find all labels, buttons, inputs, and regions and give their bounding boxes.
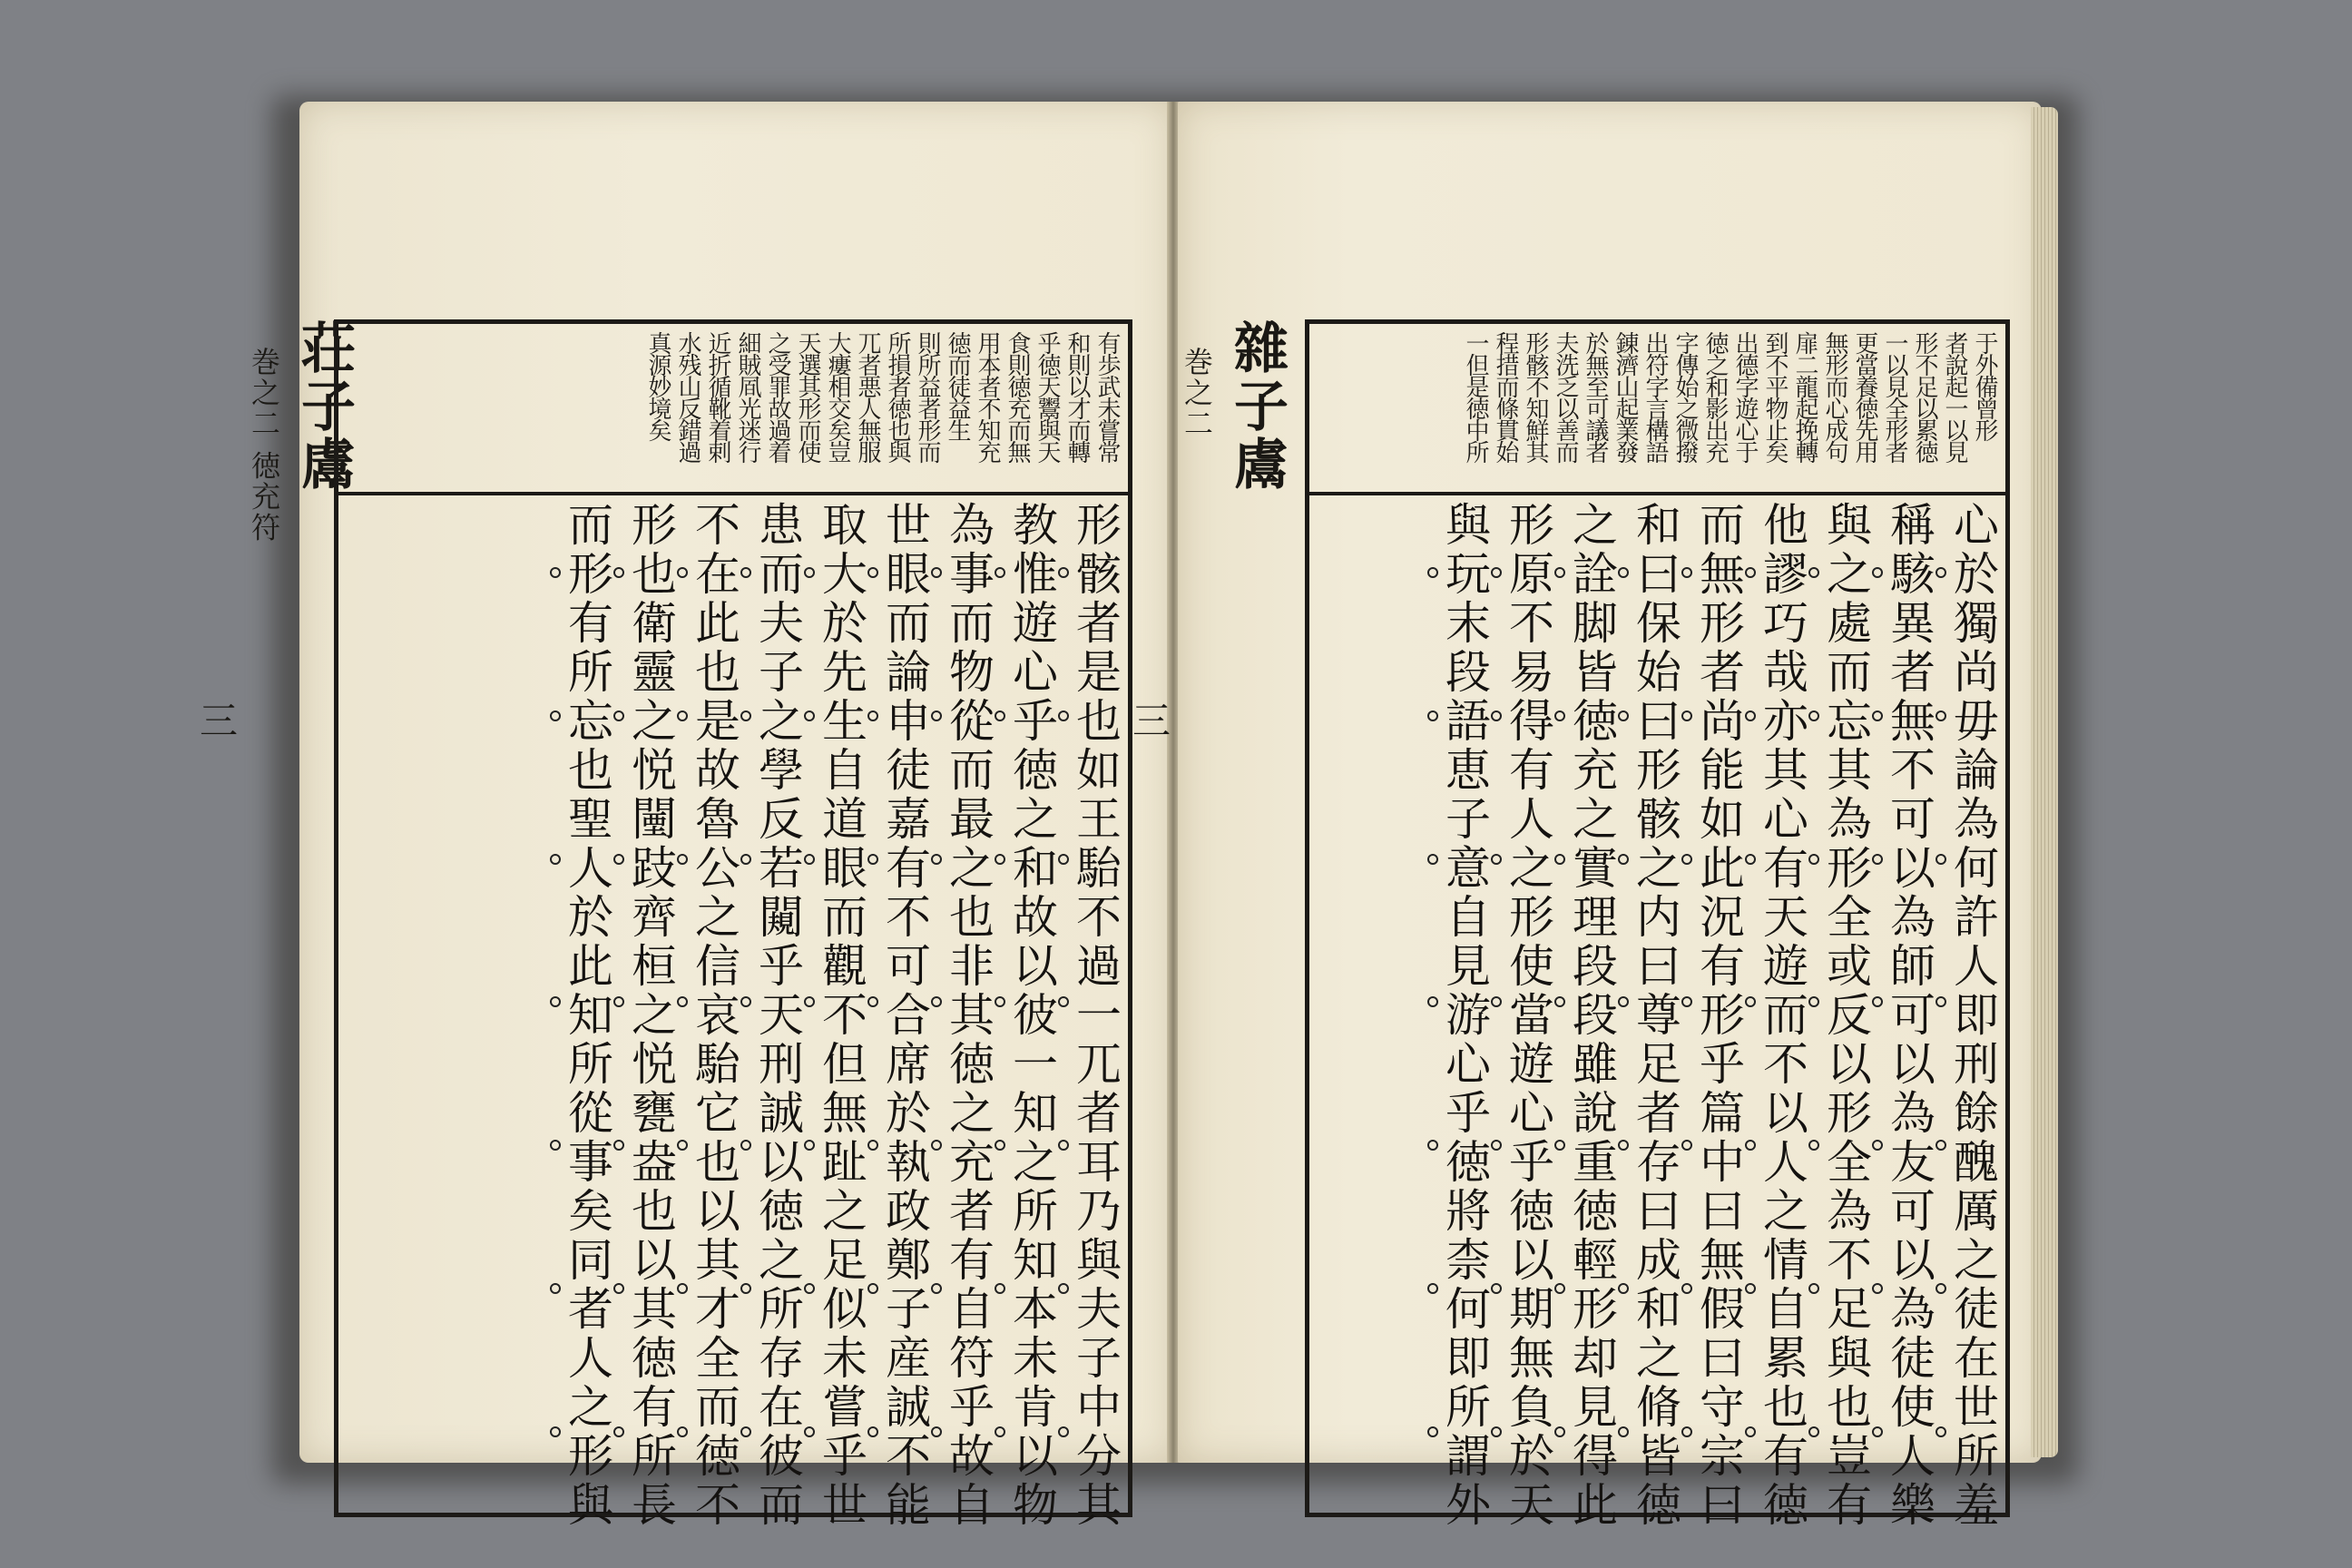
circle-mark-icon (1681, 1426, 1692, 1437)
circle-mark-icon (804, 1283, 815, 1294)
circle-mark-icon (740, 1426, 751, 1437)
circle-mark-icon (931, 1140, 942, 1151)
circle-mark-icon (1058, 567, 1069, 578)
commentary-column: 到不平物止矣 (1761, 331, 1788, 462)
circle-mark-icon (613, 854, 624, 865)
circle-mark-icon (1872, 854, 1883, 865)
circle-mark-icon (804, 1426, 815, 1437)
circle-mark-icon (804, 854, 815, 865)
circle-mark-icon (995, 1426, 1005, 1437)
commentary-column: 者說起一以見 (1941, 331, 1968, 462)
circle-mark-icon (1745, 710, 1756, 721)
circle-mark-icon (1491, 710, 1502, 721)
commentary-column: 一但是徳中所 (1462, 331, 1489, 462)
text-column: 和曰保始曰形骸之内曰尊足者存曰成和之脩皆徳 (1629, 501, 1681, 1530)
commentary-column: 徳而徒益生 (944, 331, 971, 440)
circle-mark-icon (1554, 567, 1565, 578)
commentary-column: 出符字言構語 (1642, 331, 1669, 462)
circle-mark-icon (1554, 1283, 1565, 1294)
circle-mark-icon (1681, 567, 1692, 578)
circle-mark-icon (1491, 996, 1502, 1007)
circle-mark-icon (550, 854, 561, 865)
text-column: 形原不易得有人之形使當遊心乎徳以期無負於天 (1502, 501, 1554, 1530)
circle-mark-icon (804, 710, 815, 721)
circle-mark-icon (550, 710, 561, 721)
left-page (194, 102, 1172, 1530)
circle-mark-icon (740, 854, 751, 865)
circle-mark-icon (1618, 1140, 1629, 1151)
right-page (1127, 102, 2042, 1530)
circle-mark-icon (677, 1140, 688, 1151)
commentary-column: 水残山反錯過 (674, 331, 701, 462)
circle-mark-icon (1491, 567, 1502, 578)
circle-mark-icon (1872, 710, 1883, 721)
commentary-column: 形骸不知鮮其 (1522, 331, 1549, 462)
circle-mark-icon (931, 996, 942, 1007)
circle-mark-icon (1936, 996, 1946, 1007)
circle-mark-icon (867, 567, 878, 578)
circle-mark-icon (867, 996, 878, 1007)
circle-mark-icon (1554, 1426, 1565, 1437)
text-column: 他謬巧哉亦其心有天遊而不以人之情自累也有徳 (1756, 501, 1808, 1530)
commentary-column: 用本者不知充 (974, 331, 1001, 462)
circle-mark-icon (1745, 854, 1756, 865)
circle-mark-icon (677, 1426, 688, 1437)
circle-mark-icon (613, 1140, 624, 1151)
left-volume-label: 巻之二 徳充符 (247, 347, 281, 544)
circle-mark-icon (1427, 854, 1438, 865)
circle-mark-icon (1058, 1140, 1069, 1151)
page-edges (2031, 107, 2058, 1457)
circle-mark-icon (1427, 996, 1438, 1007)
circle-mark-icon (931, 1426, 942, 1437)
circle-mark-icon (995, 567, 1005, 578)
circle-mark-icon (1808, 1426, 1819, 1437)
circle-mark-icon (1427, 1140, 1438, 1151)
circle-mark-icon (677, 710, 688, 721)
circle-mark-icon (1058, 996, 1069, 1007)
circle-mark-icon (613, 710, 624, 721)
circle-mark-icon (1681, 996, 1692, 1007)
text-column: 取大於先生自道眼而觀不但無趾之足似未嘗乎世 (815, 501, 867, 1530)
commentary-column: 更當養徳先用 (1851, 331, 1878, 462)
circle-mark-icon (1745, 1283, 1756, 1294)
circle-mark-icon (867, 1283, 878, 1294)
circle-mark-icon (1491, 1283, 1502, 1294)
circle-mark-icon (995, 1283, 1005, 1294)
circle-mark-icon (677, 854, 688, 865)
text-column: 教惟遊心乎徳之和故以彼一知之所知本未肯以物 (1005, 501, 1058, 1530)
circle-mark-icon (995, 854, 1005, 865)
commentary-column: 則所益者形而 (914, 331, 941, 462)
circle-mark-icon (867, 1426, 878, 1437)
commentary-column: 之受罪故過着 (764, 331, 791, 462)
circle-mark-icon (1491, 1140, 1502, 1151)
commentary-column: 於無至可議者 (1582, 331, 1609, 462)
circle-mark-icon (740, 710, 751, 721)
text-column: 形骸者是也如王駘不過一兀者耳乃與夫子中分其 (1069, 501, 1122, 1530)
circle-mark-icon (1872, 1426, 1883, 1437)
circle-mark-icon (1058, 1426, 1069, 1437)
circle-mark-icon (677, 567, 688, 578)
circle-mark-icon (804, 567, 815, 578)
commentary-column: 和則以才而轉 (1063, 331, 1091, 462)
right-text-frame (1305, 319, 2010, 1530)
circle-mark-icon (613, 1426, 624, 1437)
text-column: 之詮脚皆徳充之實理段段雖說重徳輕形却見得此 (1565, 501, 1618, 1530)
circle-mark-icon (931, 1283, 942, 1294)
commentary-column: 字傳始之微撥 (1671, 331, 1699, 462)
commentary-column: 出德字遊心于 (1731, 331, 1759, 462)
commentary-column: 兀者悪人無服 (854, 331, 881, 462)
circle-mark-icon (1745, 567, 1756, 578)
left-running-title: 荘子鬳 (292, 319, 356, 494)
text-column: 不在此也是故魯公之信哀駘它也以其才全而徳不 (688, 501, 740, 1530)
circle-mark-icon (1936, 710, 1946, 721)
circle-mark-icon (1872, 1140, 1883, 1151)
text-column: 而無形者尚能如此況有形乎篇中曰無假曰守宗曰 (1692, 501, 1745, 1530)
circle-mark-icon (1808, 1283, 1819, 1294)
circle-mark-icon (1808, 854, 1819, 865)
text-column: 心於獨尚毋論為何許人即刑餘醜厲之徒在世所羞 (1946, 501, 1999, 1530)
commentary-column: 一以見全形者 (1881, 331, 1908, 462)
circle-mark-icon (1058, 710, 1069, 721)
text-column: 患而夫子之學反若闚乎天刑誠以徳之所存在彼而 (751, 501, 804, 1530)
text-column: 世眼而論申徒嘉有不可合席於執政鄭子産誠不能 (878, 501, 931, 1530)
circle-mark-icon (1618, 854, 1629, 865)
circle-mark-icon (1681, 1140, 1692, 1151)
circle-mark-icon (740, 567, 751, 578)
circle-mark-icon (1618, 567, 1629, 578)
left-text-frame (334, 319, 1132, 1530)
right-commentary-band (1309, 324, 2005, 495)
circle-mark-icon (1936, 1140, 1946, 1151)
commentary-column: 徳之和影出充 (1701, 331, 1729, 462)
commentary-column: 所損者徳也與 (884, 331, 911, 462)
circle-mark-icon (613, 567, 624, 578)
circle-mark-icon (1618, 1283, 1629, 1294)
circle-mark-icon (1491, 854, 1502, 865)
commentary-column: 大瘻相交矣豈 (824, 331, 851, 462)
circle-mark-icon (613, 1283, 624, 1294)
commentary-column: 天選其形而使 (794, 331, 821, 462)
commentary-column: 食則徳充而無 (1004, 331, 1031, 462)
circle-mark-icon (1936, 1283, 1946, 1294)
circle-mark-icon (677, 996, 688, 1007)
circle-mark-icon (1554, 854, 1565, 865)
circle-mark-icon (1808, 1140, 1819, 1151)
text-column: 稱駭異者無不可以為師可以為友可以為徒使人樂 (1883, 501, 1936, 1530)
commentary-column: 有歩武未嘗常 (1093, 331, 1121, 462)
circle-mark-icon (740, 1283, 751, 1294)
circle-mark-icon (613, 996, 624, 1007)
circle-mark-icon (1554, 996, 1565, 1007)
circle-mark-icon (550, 996, 561, 1007)
circle-mark-icon (867, 854, 878, 865)
circle-mark-icon (740, 1140, 751, 1151)
circle-mark-icon (1618, 996, 1629, 1007)
circle-mark-icon (1936, 1426, 1946, 1437)
circle-mark-icon (1808, 996, 1819, 1007)
circle-mark-icon (867, 1140, 878, 1151)
circle-mark-icon (1427, 567, 1438, 578)
circle-mark-icon (1491, 1426, 1502, 1437)
circle-mark-icon (740, 996, 751, 1007)
right-running-title: 雜子鬳 (1225, 319, 1289, 494)
commentary-column: 近折循靴着剌 (704, 331, 731, 462)
text-column: 形也衛靈之悦闉跂齊桓之悦甕盎也以其徳有所長 (624, 501, 677, 1530)
left-folio-number: 三 (194, 701, 239, 739)
commentary-column: 形不足以累徳 (1911, 331, 1938, 462)
commentary-column: 夫洗乏以善而 (1552, 331, 1579, 462)
text-column: 與玩末段語恵子意自見游心乎徳將柰何即所謂外 (1438, 501, 1491, 1530)
right-volume-label: 巻之二 (1180, 347, 1214, 439)
commentary-column: 程措而條貫始 (1492, 331, 1519, 462)
right-margin-strip (1127, 319, 1296, 1517)
text-column: 而形有所忘也聖人於此知所從事矣同者人之形與 (561, 501, 613, 1530)
circle-mark-icon (1936, 567, 1946, 578)
left-commentary-band (338, 324, 1128, 495)
circle-mark-icon (1427, 1426, 1438, 1437)
circle-mark-icon (550, 1283, 561, 1294)
circle-mark-icon (1808, 710, 1819, 721)
commentary-column: 于外備曾形 (1971, 331, 1998, 440)
commentary-column: 細賊凮光迷行 (734, 331, 761, 462)
circle-mark-icon (1681, 854, 1692, 865)
circle-mark-icon (1745, 1426, 1756, 1437)
circle-mark-icon (1618, 1426, 1629, 1437)
right-folio-number: 三 (1127, 701, 1171, 739)
circle-mark-icon (804, 996, 815, 1007)
circle-mark-icon (995, 996, 1005, 1007)
circle-mark-icon (1872, 996, 1883, 1007)
circle-mark-icon (1554, 1140, 1565, 1151)
circle-mark-icon (1618, 710, 1629, 721)
circle-mark-icon (995, 710, 1005, 721)
circle-mark-icon (550, 1140, 561, 1151)
circle-mark-icon (1745, 996, 1756, 1007)
text-column: 與之處而忘其為形全或反以形全為不足與也豈有 (1819, 501, 1872, 1530)
text-column: 為事而物從而最之也非其徳之充者有自符乎故自 (942, 501, 995, 1530)
circle-mark-icon (931, 567, 942, 578)
commentary-column: 錬濟山起業發 (1612, 331, 1639, 462)
circle-mark-icon (931, 854, 942, 865)
commentary-column: 乎徳天鬻與天 (1034, 331, 1061, 462)
circle-mark-icon (1681, 1283, 1692, 1294)
commentary-column: 無形而心成句 (1821, 331, 1848, 462)
circle-mark-icon (550, 567, 561, 578)
circle-mark-icon (1427, 1283, 1438, 1294)
circle-mark-icon (677, 1283, 688, 1294)
commentary-column: 扉二龍起挽轉 (1791, 331, 1818, 462)
circle-mark-icon (995, 1140, 1005, 1151)
circle-mark-icon (550, 1426, 561, 1437)
circle-mark-icon (1745, 1140, 1756, 1151)
circle-mark-icon (1872, 567, 1883, 578)
circle-mark-icon (1554, 710, 1565, 721)
circle-mark-icon (1808, 567, 1819, 578)
circle-mark-icon (804, 1140, 815, 1151)
circle-mark-icon (867, 710, 878, 721)
commentary-column: 真源妙境矣 (644, 331, 671, 440)
circle-mark-icon (1936, 854, 1946, 865)
circle-mark-icon (1681, 710, 1692, 721)
circle-mark-icon (1058, 1283, 1069, 1294)
circle-mark-icon (1058, 854, 1069, 865)
circle-mark-icon (1427, 710, 1438, 721)
circle-mark-icon (1872, 1283, 1883, 1294)
circle-mark-icon (931, 710, 942, 721)
